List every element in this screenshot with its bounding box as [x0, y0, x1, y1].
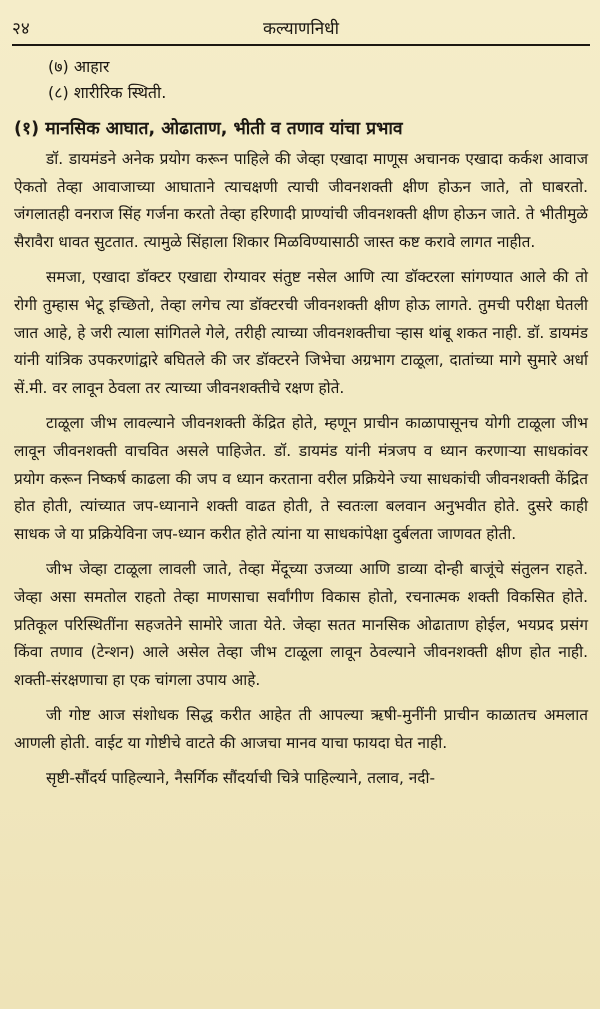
paragraph: डॉ. डायमंडने अनेक प्रयोग करून पाहिले की जेव्हा एखादा माणूस अचानक एखादा कर्कश आवाज ऐकतो तेव्हा आवाजाच्या आघाताने त्याचक्षणी त्याची जीवनशक्ती क्षीण होऊन जाते, तो घाबरतो. जंगलातही वनराज सिंह गर्जना करतो तेव्हा हरिणादी प्राण्यांची जीवनशक्ती क्षीण होऊन जाते. ते भीतीमुळे सैरावैरा धावत सुटतात. त्यामुळे सिंहाला शिकार मिळविण्यासाठी जास्त कष्ट करावे लागत नाहीत. [14, 150, 588, 251]
paragraph: जी गोष्ट आज संशोधक सिद्ध करीत आहेत ती आपल्या ऋषी-मुनींनी प्राचीन काळातच अमलात आणली होती. वाईट या गोष्टीचे वाटते की आजचा मानव याचा फायदा घेत नाही. [14, 706, 588, 752]
page-number: २४ [12, 19, 30, 39]
section-heading: (१) मानसिक आघात, ओढाताण, भीती व तणाव यांचा प्रभाव [14, 119, 403, 139]
paragraph: जीभ जेव्हा टाळूला लावली जाते, तेव्हा मेंदूच्या उजव्या आणि डाव्या दोन्ही बाजूंचे संतुलन राहते. जेव्हा असा समतोल राहतो तेव्हा माणसाचा सर्वांगीण विकास होतो, रचनात्मक शक्ती विकसित होते. प्रतिकूल परिस्थितींना सहजतेने सामोरे जाता येते. जेव्हा सतत मानसिक ओढाताण होईल, भयप्रद प्रसंग किंवा तणाव (टेन्शन) आले असेल तेव्हा जीभ टाळूला लावून ठेवल्याने जीवनशक्ती क्षीण होत नाही. शक्ती-संरक्षणाचा हा एक चांगला उपाय आहे. [14, 560, 588, 689]
running-title: कल्याणनिधी [262, 19, 340, 39]
paragraph: सृष्टी-सौंदर्य पाहिल्याने, नैसर्गिक सौंदर्याची चित्रे पाहिल्याने, तलाव, नदी- [46, 769, 436, 788]
header-rule [12, 44, 590, 46]
paragraph: समजा, एखादा डॉक्टर एखाद्या रोग्यावर संतुष्ट नसेल आणि त्या डॉक्टरला सांगण्यात आले की तो रोगी तुम्हास भेटू इच्छितो, तेव्हा लगेच त्या डॉक्टरची जीवनशक्ती क्षीण होऊ लागते. तुमची परीक्षा घेतली जात आहे, हे जरी त्याला सांगितले गेले, तरीही त्याच्या जीवनशक्तीचा ऱ्हास थांबू शकत नाही. डॉ. डायमंड यांनी यांत्रिक उपकरणांद्वारे बघितले की जर डॉक्टरने जिभेचा अग्रभाग टाळूला, दातांच्या मागे सुमारे अर्धा सें.मी. वर लावून ठेवला तर त्याच्या जीवनशक्तीचे रक्षण होते. [14, 268, 588, 397]
list-item: (८) शारीरिक स्थिती. [48, 83, 167, 102]
list-item: (७) आहार [48, 57, 110, 76]
page-header [12, 8, 590, 44]
page-body [14, 54, 588, 793]
paragraph: टाळूला जीभ लावल्याने जीवनशक्ती केंद्रित होते, म्हणून प्राचीन काळापासूनच योगी टाळूला जीभ लावून जीवनशक्ती वाचवित असले पाहिजेत. डॉ. डायमंड यांनी मंत्रजप व ध्यान करणाऱ्या साधकांवर प्रयोग करून निष्कर्ष काढला की जप व ध्यान करताना वरील प्रक्रियेने ज्या साधकांची जीवनशक्ती केंद्रित होत होती, त्यांच्यात जप-ध्यानाने शक्ती वाढत होती, ते स्वतःला बलवान अनुभवीत होते. दुसरे काही साधक जे या प्रक्रियेविना जप-ध्यान करीत होते त्यांना या साधकांपेक्षा दुर्बलता जाणवत होती. [14, 414, 588, 543]
